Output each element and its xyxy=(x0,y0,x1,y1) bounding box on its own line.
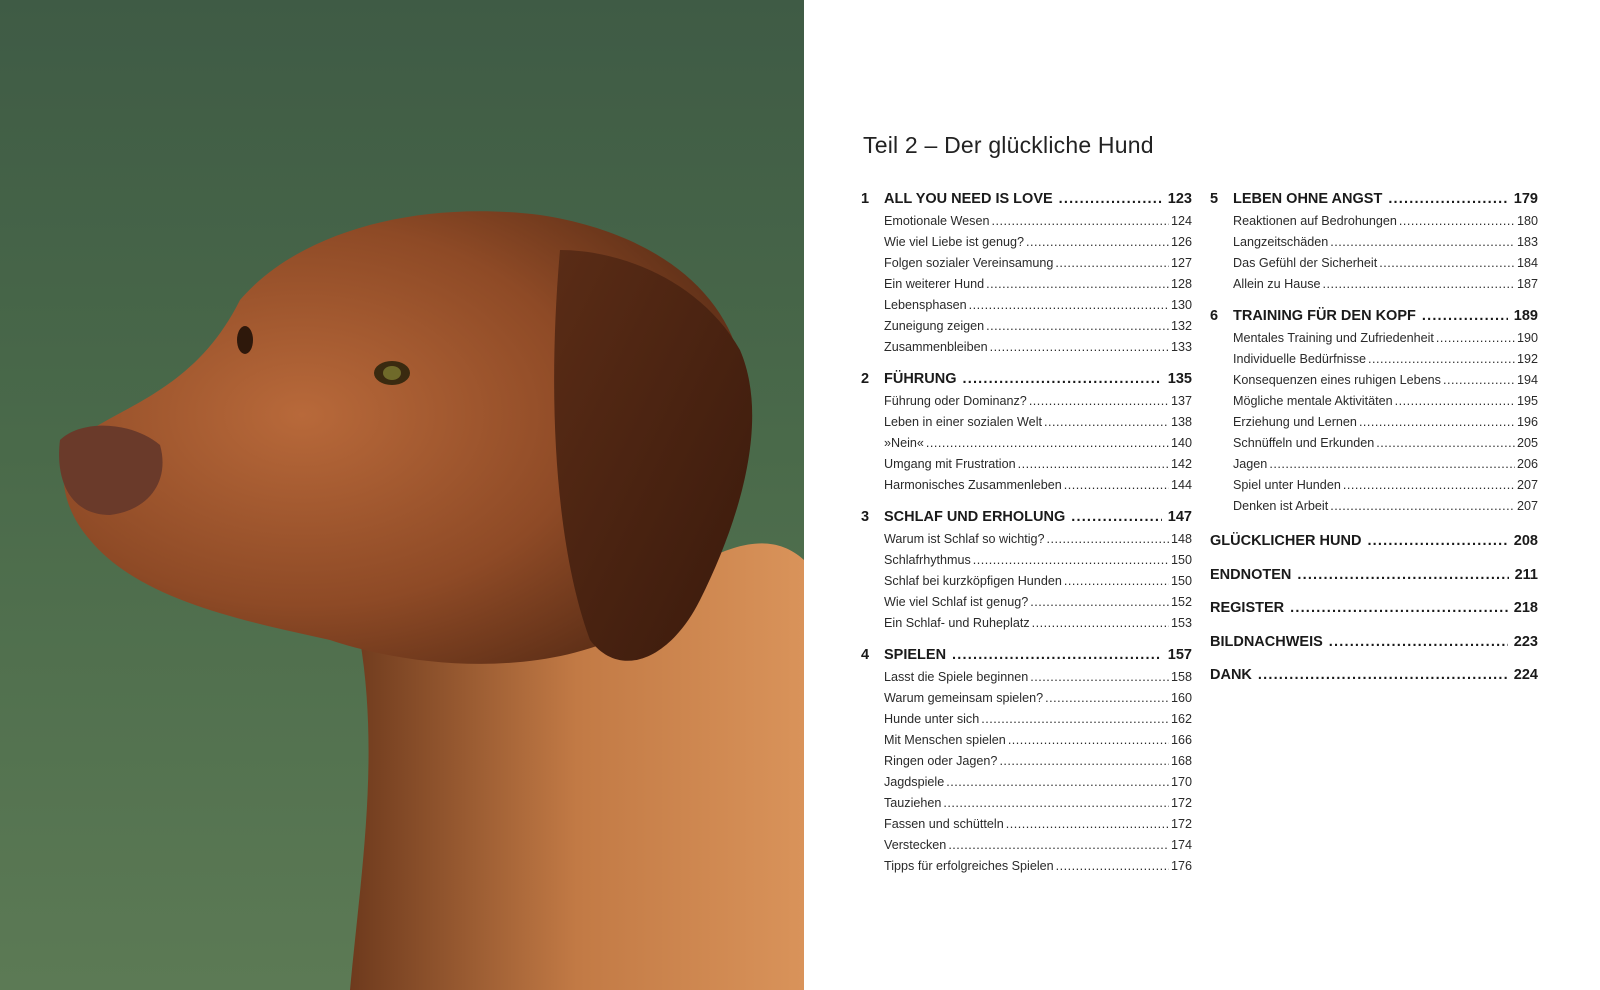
page-number: 194 xyxy=(1516,373,1538,387)
toc-backmatter-entry[interactable] xyxy=(1210,592,1538,626)
entry-title: Erziehung und Lernen xyxy=(1233,415,1357,429)
toc-section-entry[interactable] xyxy=(861,613,1192,634)
toc-section-entry[interactable] xyxy=(861,232,1192,253)
entry-title: Emotionale Wesen xyxy=(884,214,990,228)
toc-backmatter-entry[interactable] xyxy=(1210,659,1538,693)
dot-leader xyxy=(991,211,1169,232)
entry-title: Folgen sozialer Vereinsamung xyxy=(884,256,1054,270)
page-number: 184 xyxy=(1516,256,1538,270)
toc-section-entry[interactable] xyxy=(861,730,1192,751)
toc-section-entry[interactable] xyxy=(861,253,1192,274)
page-number: 172 xyxy=(1170,817,1192,831)
page-number: 126 xyxy=(1170,235,1192,249)
dot-leader xyxy=(952,644,1162,667)
toc-column-right xyxy=(1210,188,1538,693)
page-number: 144 xyxy=(1170,478,1192,492)
page-number: 138 xyxy=(1170,415,1192,429)
dot-leader xyxy=(999,751,1169,772)
entry-title: Schlafrhythmus xyxy=(884,553,971,567)
toc-section-entry[interactable] xyxy=(1210,454,1538,475)
toc-section-entry[interactable] xyxy=(1210,274,1538,295)
dot-leader xyxy=(1006,814,1169,835)
toc-chapter-heading[interactable] xyxy=(861,644,1192,667)
dot-leader xyxy=(986,316,1169,337)
page-number: 157 xyxy=(1167,647,1192,663)
dot-leader xyxy=(1032,613,1169,634)
dot-leader xyxy=(1258,659,1508,693)
toc-section-entry[interactable] xyxy=(861,751,1192,772)
toc-chapter-heading[interactable] xyxy=(1210,305,1538,328)
dot-leader xyxy=(981,709,1169,730)
dot-leader xyxy=(973,550,1169,571)
dot-leader xyxy=(948,835,1169,856)
toc-section-entry[interactable] xyxy=(861,592,1192,613)
page-number: 133 xyxy=(1170,340,1192,354)
page-number: 123 xyxy=(1167,191,1192,207)
entry-title: Warum gemeinsam spielen? xyxy=(884,691,1044,705)
dot-leader xyxy=(946,772,1169,793)
entry-title: Das Gefühl der Sicherheit xyxy=(1233,256,1378,270)
toc-section-entry[interactable] xyxy=(861,688,1192,709)
toc-backmatter-entry[interactable] xyxy=(1210,626,1538,660)
toc-section-entry[interactable] xyxy=(1210,328,1538,349)
entry-title: Tipps für erfolgreiches Spielen xyxy=(884,859,1054,873)
entry-title: Ein Schlaf- und Ruheplatz xyxy=(884,616,1030,630)
dot-leader xyxy=(1008,730,1169,751)
dot-leader xyxy=(1044,412,1169,433)
entry-title: Mentales Training und Zufriedenheit xyxy=(1233,331,1434,345)
page-number: 172 xyxy=(1170,796,1192,810)
page-number: 223 xyxy=(1513,633,1538,650)
dot-leader xyxy=(1018,454,1169,475)
toc-section-entry[interactable] xyxy=(861,529,1192,550)
dot-leader xyxy=(1047,529,1169,550)
page-number: 137 xyxy=(1170,394,1192,408)
page-number: 168 xyxy=(1170,754,1192,768)
page-number: 187 xyxy=(1516,277,1538,291)
page-number: 218 xyxy=(1513,600,1538,617)
page-number: 207 xyxy=(1516,499,1538,513)
toc-section-entry[interactable] xyxy=(1210,433,1538,454)
toc-chapter-group xyxy=(861,188,1192,358)
dot-leader xyxy=(1290,592,1508,626)
dot-leader xyxy=(1330,232,1515,253)
back-matter-list xyxy=(1210,525,1538,693)
entry-title: Umgang mit Frustration xyxy=(884,457,1016,471)
page-number: 132 xyxy=(1170,319,1192,333)
toc-chapter-heading[interactable] xyxy=(861,188,1192,211)
page-number: 205 xyxy=(1516,436,1538,450)
toc-backmatter-entry[interactable] xyxy=(1210,559,1538,593)
dot-leader xyxy=(1055,253,1169,274)
dot-leader xyxy=(1030,592,1169,613)
toc-section-entry[interactable] xyxy=(861,412,1192,433)
dot-leader xyxy=(1422,305,1508,328)
entry-title: Individuelle Bedürfnisse xyxy=(1233,352,1367,366)
toc-chapter-heading[interactable] xyxy=(1210,188,1538,211)
entry-title: Leben in einer sozialen Welt xyxy=(884,415,1042,429)
toc-section-entry[interactable] xyxy=(1210,496,1538,517)
dot-leader xyxy=(1359,412,1515,433)
dot-leader xyxy=(1395,391,1515,412)
entry-title: Jagdspiele xyxy=(884,775,945,789)
page-number: 160 xyxy=(1170,691,1192,705)
toc-chapter-heading[interactable] xyxy=(861,506,1192,529)
dot-leader xyxy=(943,793,1169,814)
toc-section-entry[interactable] xyxy=(861,550,1192,571)
entry-title: Hunde unter sich xyxy=(884,712,980,726)
page-number: 135 xyxy=(1167,371,1192,387)
page-number: 148 xyxy=(1170,532,1192,546)
toc-section-entry[interactable] xyxy=(861,709,1192,730)
dot-leader xyxy=(1323,274,1515,295)
page-number: 166 xyxy=(1170,733,1192,747)
toc-section-entry[interactable] xyxy=(861,337,1192,358)
page-number: 207 xyxy=(1516,478,1538,492)
page-number: 152 xyxy=(1170,595,1192,609)
dot-leader xyxy=(969,295,1169,316)
toc-section-entry[interactable] xyxy=(1210,232,1538,253)
toc-section-entry[interactable] xyxy=(861,772,1192,793)
toc-backmatter-entry[interactable] xyxy=(1210,525,1538,559)
dot-leader xyxy=(1297,559,1508,593)
entry-title: Zusammenbleiben xyxy=(884,340,988,354)
entry-title: FÜHRUNG xyxy=(884,371,957,387)
toc-chapter-heading[interactable] xyxy=(861,368,1192,391)
entry-title: Jagen xyxy=(1233,457,1268,471)
chapter-number: 6 xyxy=(1210,308,1219,324)
toc-section-entry[interactable] xyxy=(861,316,1192,337)
entry-title: Mögliche mentale Aktivitäten xyxy=(1233,394,1393,408)
page-title: Teil 2 – Der glückliche Hund xyxy=(863,132,1154,159)
page-number: 150 xyxy=(1170,553,1192,567)
entry-title: GLÜCKLICHER HUND xyxy=(1210,533,1362,549)
entry-title: Zuneigung zeigen xyxy=(884,319,985,333)
page-number: 150 xyxy=(1170,574,1192,588)
toc-chapter-group xyxy=(861,506,1192,634)
entry-title: BILDNACHWEIS xyxy=(1210,633,1323,650)
toc-chapter-group xyxy=(1210,188,1538,295)
toc-section-entry[interactable] xyxy=(861,814,1192,835)
entry-title: Verstecken xyxy=(884,838,947,852)
page-number: 127 xyxy=(1170,256,1192,270)
dot-leader xyxy=(990,337,1169,358)
chapter-number: 3 xyxy=(861,509,870,525)
page-number: 180 xyxy=(1516,214,1538,228)
dot-leader xyxy=(1399,211,1515,232)
page-number: 147 xyxy=(1167,509,1192,525)
dot-leader xyxy=(1056,856,1169,877)
entry-title: DANK xyxy=(1210,667,1252,684)
page-number: 153 xyxy=(1170,616,1192,630)
dot-leader xyxy=(1443,370,1515,391)
toc-section-entry[interactable] xyxy=(861,454,1192,475)
dot-leader xyxy=(926,433,1169,454)
entry-title: Ein weiterer Hund xyxy=(884,277,985,291)
toc-section-entry[interactable] xyxy=(861,835,1192,856)
entry-title: »Nein« xyxy=(884,436,924,450)
page-number: 124 xyxy=(1170,214,1192,228)
toc-section-entry[interactable] xyxy=(1210,391,1538,412)
toc-section-entry[interactable] xyxy=(861,211,1192,232)
entry-title: ALL YOU NEED IS LOVE xyxy=(884,191,1053,207)
toc-section-entry[interactable] xyxy=(861,571,1192,592)
page-number: 130 xyxy=(1170,298,1192,312)
entry-title: REGISTER xyxy=(1210,600,1285,617)
toc-section-entry[interactable] xyxy=(1210,349,1538,370)
dot-leader xyxy=(1059,188,1162,211)
toc-section-entry[interactable] xyxy=(1210,253,1538,274)
dot-leader xyxy=(1071,506,1162,529)
chapter-number: 1 xyxy=(861,191,870,207)
dot-leader xyxy=(1388,188,1507,211)
toc-section-entry[interactable] xyxy=(861,274,1192,295)
toc-chapter-group xyxy=(1210,305,1538,517)
entry-title: Ringen oder Jagen? xyxy=(884,754,998,768)
entry-title: SPIELEN xyxy=(884,647,947,663)
page-number: 183 xyxy=(1516,235,1538,249)
entry-title: Mit Menschen spielen xyxy=(884,733,1006,747)
page-number: 206 xyxy=(1516,457,1538,471)
page-number: 174 xyxy=(1170,838,1192,852)
toc-section-entry[interactable] xyxy=(1210,211,1538,232)
page-number: 211 xyxy=(1514,566,1538,583)
toc-section-entry[interactable] xyxy=(861,856,1192,877)
toc-chapter-group xyxy=(861,644,1192,877)
page-number: 195 xyxy=(1516,394,1538,408)
entry-title: Lasst die Spiele beginnen xyxy=(884,670,1029,684)
dot-leader xyxy=(963,368,1162,391)
entry-title: SCHLAF UND ERHOLUNG xyxy=(884,509,1066,525)
entry-title: Schlaf bei kurzköpfigen Hunden xyxy=(884,574,1062,588)
page-number: 162 xyxy=(1170,712,1192,726)
chapter-number: 5 xyxy=(1210,191,1219,207)
dot-leader xyxy=(1045,688,1169,709)
entry-title: Konsequenzen eines ruhigen Lebens xyxy=(1233,373,1441,387)
entry-title: Warum ist Schlaf so wichtig? xyxy=(884,532,1045,546)
toc-section-entry[interactable] xyxy=(861,295,1192,316)
page-number: 128 xyxy=(1170,277,1192,291)
dot-leader xyxy=(1379,253,1515,274)
dot-leader xyxy=(1343,475,1515,496)
chapter-number: 4 xyxy=(861,647,870,663)
toc-column-left xyxy=(861,188,1192,887)
page-number: 190 xyxy=(1516,331,1538,345)
toc-section-entry[interactable] xyxy=(861,667,1192,688)
dot-leader xyxy=(1269,454,1515,475)
entry-title: LEBEN OHNE ANGST xyxy=(1233,191,1383,207)
entry-title: Lebensphasen xyxy=(884,298,967,312)
dot-leader xyxy=(1064,475,1169,496)
page-number: 140 xyxy=(1170,436,1192,450)
entry-title: Langzeitschäden xyxy=(1233,235,1329,249)
page-number: 179 xyxy=(1513,191,1538,207)
dot-leader xyxy=(986,274,1169,295)
dot-leader xyxy=(1436,328,1515,349)
page-number: 224 xyxy=(1513,667,1538,684)
toc-section-entry[interactable] xyxy=(861,391,1192,412)
toc-section-entry[interactable] xyxy=(861,433,1192,454)
entry-title: ENDNOTEN xyxy=(1210,566,1292,583)
dot-leader xyxy=(1026,232,1169,253)
entry-title: TRAINING FÜR DEN KOPF xyxy=(1233,308,1416,324)
entry-title: Denken ist Arbeit xyxy=(1233,499,1329,513)
entry-title: Spiel unter Hunden xyxy=(1233,478,1341,492)
page-number: 208 xyxy=(1513,533,1538,549)
toc-section-entry[interactable] xyxy=(1210,475,1538,496)
entry-title: Schnüffeln und Erkunden xyxy=(1233,436,1375,450)
entry-title: Allein zu Hause xyxy=(1233,277,1321,291)
page-number: 170 xyxy=(1170,775,1192,789)
dot-leader xyxy=(1030,667,1169,688)
toc-section-entry[interactable] xyxy=(861,793,1192,814)
page-number: 142 xyxy=(1170,457,1192,471)
toc-chapter-group xyxy=(861,368,1192,496)
toc-section-entry[interactable] xyxy=(1210,412,1538,433)
chapter-number: 2 xyxy=(861,371,870,387)
dot-leader xyxy=(1029,391,1169,412)
dot-leader xyxy=(1376,433,1515,454)
dot-leader xyxy=(1367,525,1507,559)
dot-leader xyxy=(1368,349,1515,370)
entry-title: Reaktionen auf Bedrohungen xyxy=(1233,214,1397,228)
entry-title: Führung oder Dominanz? xyxy=(884,394,1027,408)
toc-section-entry[interactable] xyxy=(1210,370,1538,391)
page-number: 158 xyxy=(1170,670,1192,684)
entry-title: Fassen und schütteln xyxy=(884,817,1004,831)
page-number: 176 xyxy=(1170,859,1192,873)
entry-title: Wie viel Schlaf ist genug? xyxy=(884,595,1029,609)
page-number: 196 xyxy=(1516,415,1538,429)
toc-section-entry[interactable] xyxy=(861,475,1192,496)
entry-title: Tauziehen xyxy=(884,796,942,810)
dot-leader xyxy=(1330,496,1515,517)
page-number: 189 xyxy=(1513,308,1538,324)
entry-title: Harmonisches Zusammenleben xyxy=(884,478,1062,492)
dot-leader xyxy=(1064,571,1169,592)
dot-leader xyxy=(1329,626,1508,660)
toc-page xyxy=(804,0,1600,990)
entry-title: Wie viel Liebe ist genug? xyxy=(884,235,1025,249)
page-number: 192 xyxy=(1516,352,1538,366)
